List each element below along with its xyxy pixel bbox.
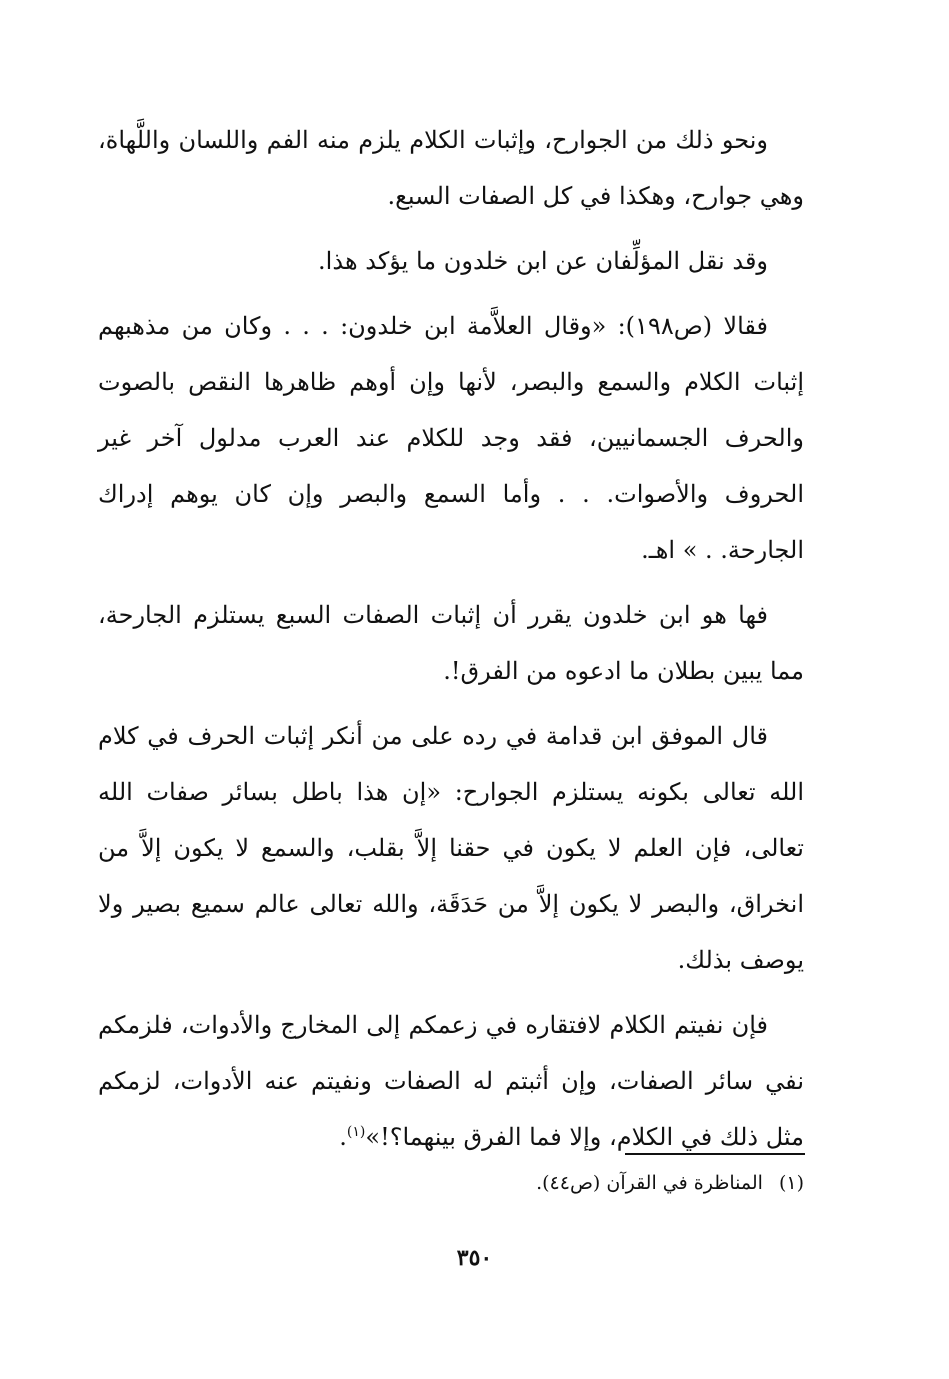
paragraph-6 <box>98 997 804 1165</box>
page-number: ٣٥٠ <box>456 1245 493 1271</box>
footnote-text: المناظرة في القرآن (ص٤٤). <box>536 1172 763 1194</box>
footnote-reference: (١) <box>346 1124 366 1140</box>
footnote <box>204 1163 804 1203</box>
paragraph-5: قال الموفق ابن قدامة في رده على من أنكر إثبات الحرف في كلام الله تعالى بكونه يستلزم الجوارح: «إن هذا باطل بسائر صفات الله تعالى، فإن العلم لا يكون في حقنا إلاَّ بقلب، والسمع لا يكون إلاَّ من انخراق، والبصر لا يكون إلاَّ من حَدَقَة، والله تعالى عالم سميع بصير ولا يوصف بذلك. <box>98 722 804 974</box>
footnote-divider <box>625 1153 805 1155</box>
paragraph-3: فقالا (ص١٩٨): «وقال العلاَّمة ابن خلدون: . . . وكان من مذهبهم إثبات الكلام والسمع والبصر، لأنها وإن أوهم ظاهرها النقص بالصوت والحرف الجسمانيين، فقد وجد للكلام عند العرب مدلول آخر غير الحروف والأصوات. . . وأما السمع والبصر وإن كان يوهم إدراك الجارحة. . » اهـ. <box>98 312 804 564</box>
footnote-number: (١) <box>778 1172 804 1194</box>
paragraph-6-tail: . <box>339 1123 347 1151</box>
paragraph-6-text: فإن نفيتم الكلام لافتقاره في زعمكم إلى المخارج والأدوات، فلزمكم نفي سائر الصفات، وإن أثبتم له الصفات ونفيتم عنه الأدوات، لزمكم مثل ذلك في الكلام، وإلا فما الفرق بينهما؟!» <box>98 1011 804 1151</box>
paragraph-1: ونحو ذلك من الجوارح، وإثبات الكلام يلزم منه الفم واللسان واللَّهاة، وهي جوارح، وهكذا في كل الصفات السبع. <box>98 126 804 210</box>
paragraph-4: فها هو ابن خلدون يقرر أن إثبات الصفات السبع يستلزم الجارحة، مما يبين بطلان ما ادعوه من الفرق!. <box>98 601 804 685</box>
main-text <box>98 112 804 1165</box>
paragraph-2: وقد نقل المؤلِّفان عن ابن خلدون ما يؤكد هذا. <box>318 247 768 275</box>
